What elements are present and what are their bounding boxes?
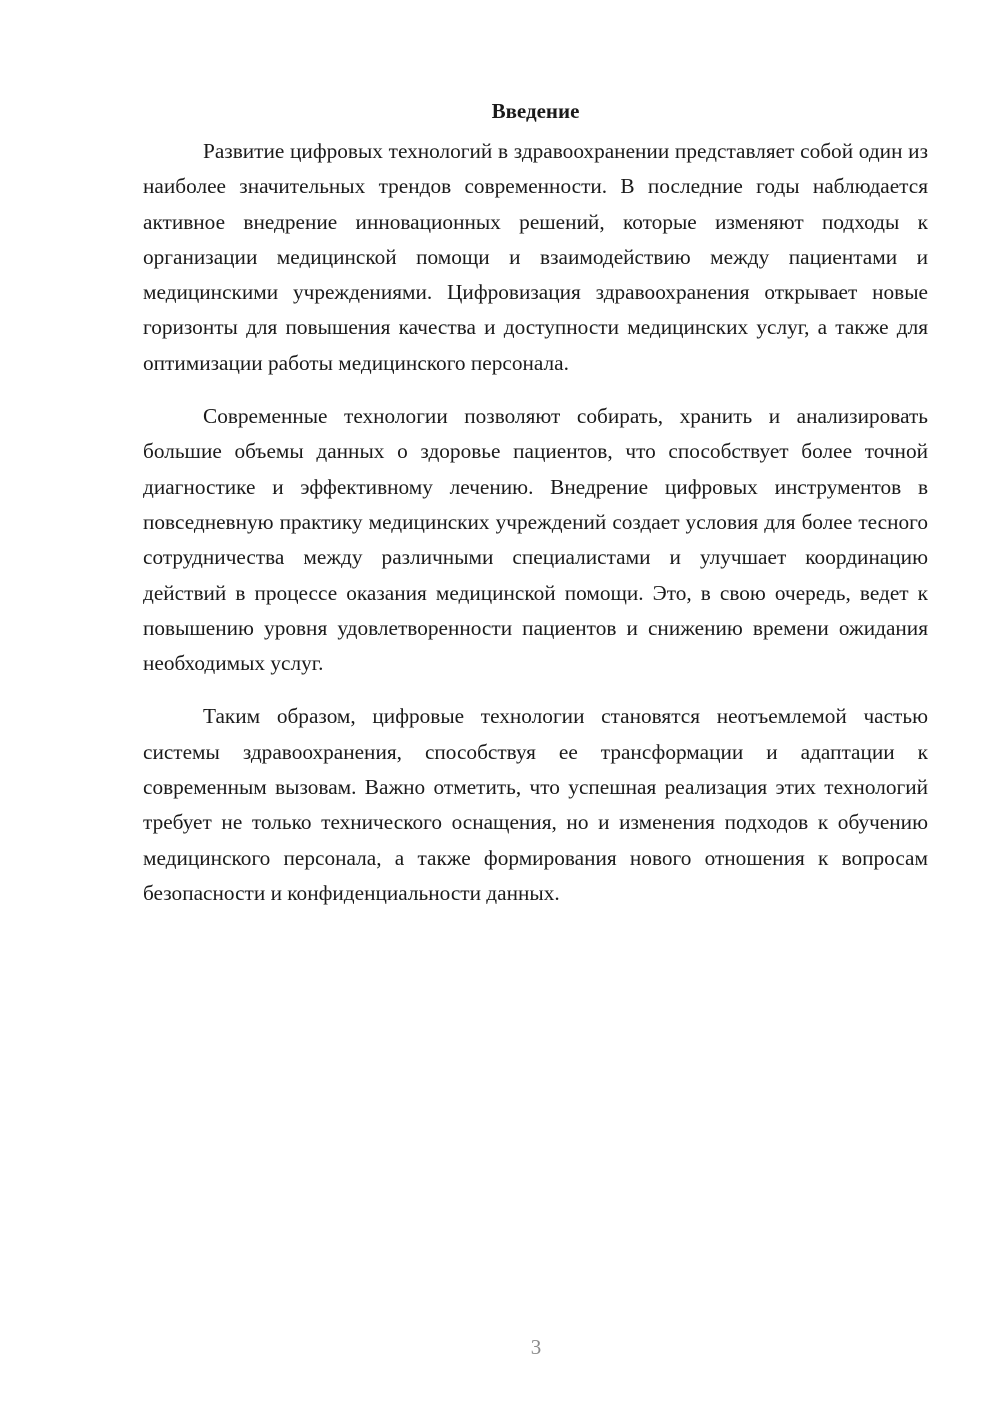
section-heading: Введение — [491, 99, 580, 123]
page-content — [143, 96, 928, 929]
paragraph-1: Развитие цифровых технологий в здравоохранении представляет собой один из наиболее значительных трендов современности. В последние годы наблюдается активное внедрение инновационных решений, которые изменяют подходы к организации медицинской помощи и взаимодействию между пациентами и медицинскими учреждениями. Цифровизация здравоохранения открывает новые горизонты для повышения качества и доступности медицинских услуг, а также для оптимизации работы медицинского персонала. — [143, 139, 928, 375]
paragraph-3: Таким образом, цифровые технологии становятся неотъемлемой частью системы здравоохранения, способствуя ее трансформации и адаптации к современным вызовам. Важно отметить, что успешная реализация этих технологий требует не только технического оснащения, но и изменения подходов к обучению медицинского персонала, а также формирования нового отношения к вопросам безопасности и конфиденциальности данных. — [143, 704, 928, 905]
page-number: 3 — [530, 1335, 542, 1359]
paragraph-2: Современные технологии позволяют собирать, хранить и анализировать большие объемы данных о здоровье пациентов, что способствует более точной диагностике и эффективному лечению. Внедрение цифровых инструментов в повседневную практику медицинских учреждений создает условия для более тесного сотрудничества между различными специалистами и улучшает координацию действий в процессе оказания медицинской помощи. Это, в свою очередь, ведет к повышению уровня удовлетворенности пациентов и снижению времени ожидания необходимых услуг. — [143, 404, 928, 676]
